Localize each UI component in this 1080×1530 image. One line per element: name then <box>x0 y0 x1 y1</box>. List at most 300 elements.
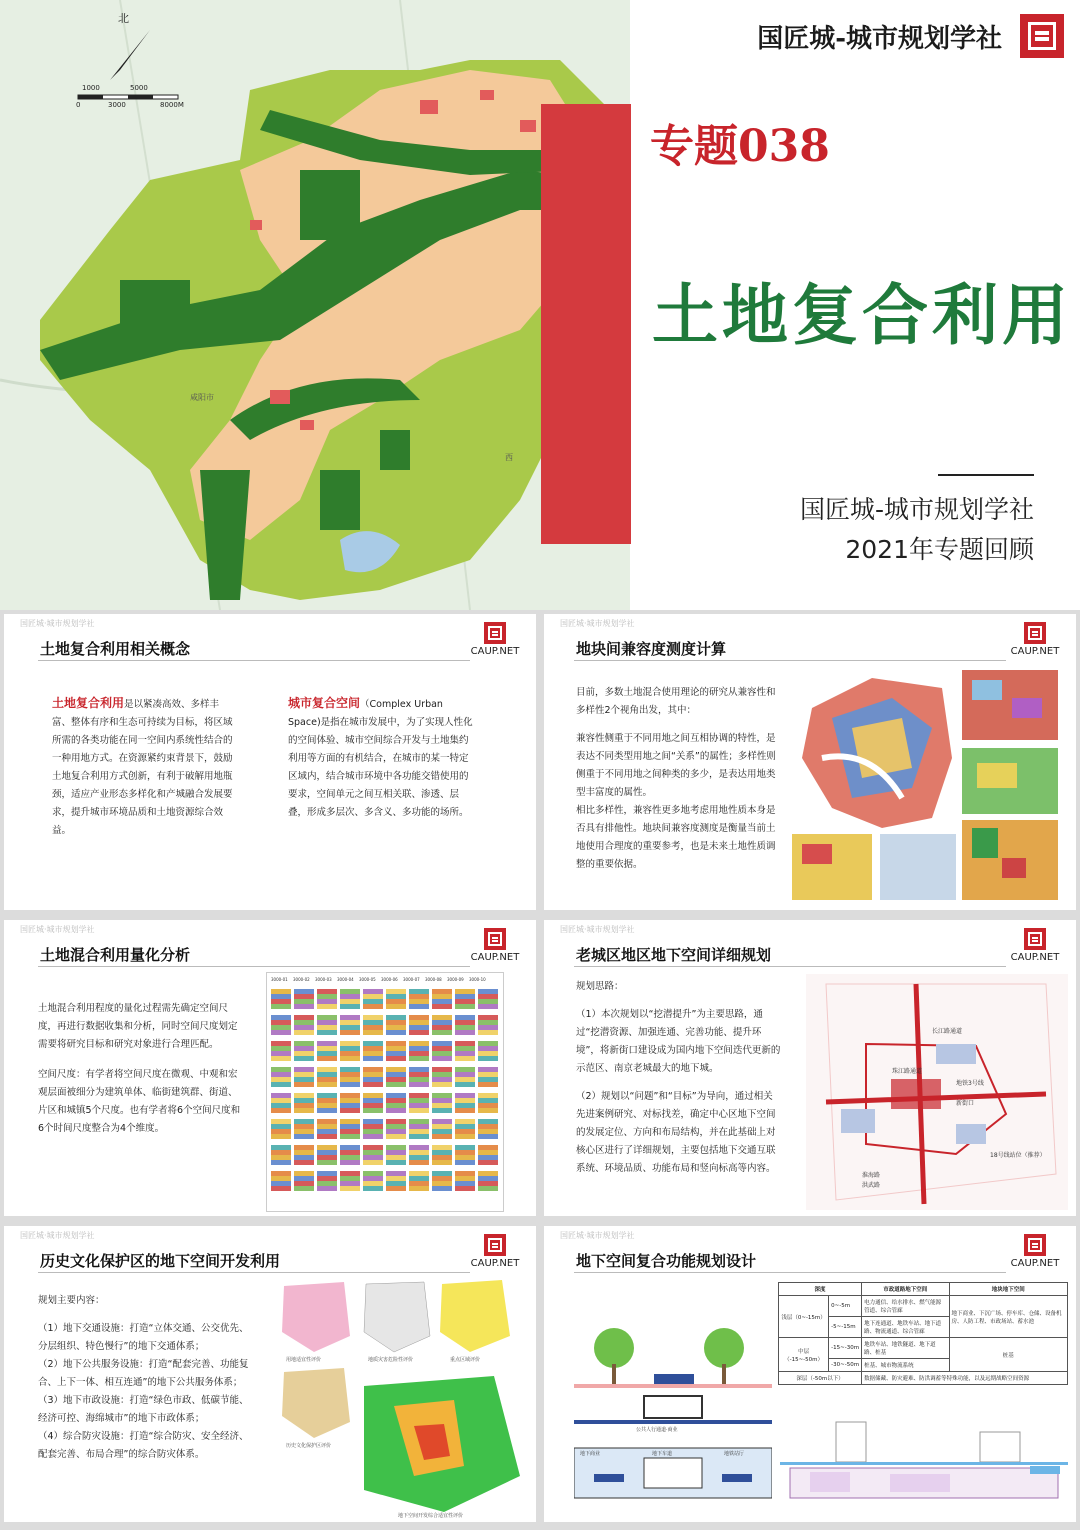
watermark: 国匠城·城市规划学社 <box>560 925 635 934</box>
map-label: 18号线站位（推荐） <box>990 1152 1046 1159</box>
grid-cell-band <box>340 1051 360 1056</box>
watermark: 国匠城·城市规划学社 <box>20 1231 95 1240</box>
caup-logo <box>1008 622 1062 657</box>
grid-cell-band <box>409 1072 429 1077</box>
cover-panel <box>0 0 1080 610</box>
grid-cell-band <box>409 999 429 1004</box>
grid-cell-band <box>386 1171 406 1176</box>
grid-cell-band <box>363 1176 383 1181</box>
scale-top-1: 1000 <box>82 84 100 92</box>
grid-cell-band <box>409 1025 429 1030</box>
grid-cell-band <box>340 1004 360 1009</box>
slide-heritage-underground <box>4 1226 536 1522</box>
grid-cell-band <box>271 1129 291 1134</box>
grid-cell-band <box>340 1082 360 1087</box>
grid-cell-band <box>478 999 498 1004</box>
grid-cell-band <box>363 1041 383 1046</box>
table-row <box>779 1338 1068 1359</box>
grid-cell-band <box>409 1051 429 1056</box>
grid-cell-band <box>363 1134 383 1139</box>
grid-cell-band <box>409 1015 429 1020</box>
grid-cell-band <box>340 1020 360 1025</box>
grid-cell-band <box>478 1025 498 1030</box>
grid-cell-band <box>294 1176 314 1181</box>
map-label: 珠江路通道 <box>892 1068 923 1075</box>
compatibility-maps-figure <box>792 668 1062 904</box>
grid-cell-band <box>317 1051 337 1056</box>
grid-cell-band <box>340 1119 360 1124</box>
grid-cell-band <box>271 1082 291 1087</box>
table-header: 深度 <box>779 1283 862 1296</box>
grid-cell-band <box>340 1077 360 1082</box>
grid-cell-band <box>409 1067 429 1072</box>
grid-cell-band <box>271 1171 291 1176</box>
grid-cell-band <box>340 1176 360 1181</box>
grid-cell-band <box>271 1046 291 1051</box>
slide-title: 土地混合利用量化分析 <box>40 946 191 964</box>
grid-cell-band <box>363 1119 383 1124</box>
building-section-drawing <box>780 1412 1068 1516</box>
paragraph: （2）规划以“问题”和“目标”为导向，通过相关先进案例研究、对标找差，确定中心区地下空间的发展定位、方向和布局结构，并在此基础上对核心区进行了详细规划，主要包括地下交通互联系统、环境品质、功能布局和竖向标高等内容。 <box>576 1091 776 1174</box>
heritage-evaluation-maps <box>274 1276 526 1520</box>
grid-cell-band <box>386 1067 406 1072</box>
grid-cell-band <box>386 1056 406 1061</box>
grid-cell-band <box>432 1181 452 1186</box>
cover-org: 国匠城-城市规划学社 <box>799 495 1034 524</box>
grid-cell-band <box>317 1015 337 1020</box>
caup-logo <box>468 928 522 963</box>
city-label: 咸阳市 <box>190 393 214 402</box>
grid-cell-band <box>294 1041 314 1046</box>
paragraph: 空间尺度：有学者将空间尺度在微观、中观和宏观层面被细分为建筑单体、临街建筑群、街道、片区和城镇5个尺度。也有学者将6个空间尺度和6个时间尺度整合为4个维度。 <box>38 1069 241 1134</box>
watermark: 国匠城·城市规划学社 <box>560 619 635 628</box>
grid-cell-band <box>317 989 337 994</box>
grid-cell-band <box>432 1056 452 1061</box>
grid-cell-band <box>478 1103 498 1108</box>
grid-cell-band <box>294 1004 314 1009</box>
caup-logo <box>1008 928 1062 963</box>
grid-cell-band <box>386 1108 406 1113</box>
grid-cell-band <box>432 1025 452 1030</box>
grid-cell-band <box>363 1098 383 1103</box>
grid-cell-band <box>386 1160 406 1165</box>
grid-cell-band <box>294 1015 314 1020</box>
title-rule <box>574 1272 1006 1273</box>
grid-cell-band <box>478 1067 498 1072</box>
grid-cell-band <box>294 1171 314 1176</box>
grid-cell-band <box>294 1129 314 1134</box>
table-cell: 深层（-50m以下） <box>779 1372 862 1385</box>
grid-cell-band <box>294 1108 314 1113</box>
grid-cell-band <box>294 1119 314 1124</box>
grid-cell-band <box>409 1077 429 1082</box>
caup-logo-icon <box>484 1234 506 1256</box>
map-caption: 地下空间开发综合适宜性评价 <box>398 1513 464 1519</box>
table-cell: 桩基 <box>949 1338 1068 1372</box>
grid-cell-band <box>363 1004 383 1009</box>
grid-cell-band <box>386 1093 406 1098</box>
grid-cell-band <box>294 1186 314 1191</box>
caup-logo-text: CAUP.NET <box>1010 952 1060 963</box>
table-cell: -15~-30m <box>829 1338 862 1359</box>
table-cell: 浅层（0~-15m） <box>779 1296 829 1338</box>
grid-cell-band <box>432 1160 452 1165</box>
grid-cell-band <box>455 1067 475 1072</box>
grid-cell-band <box>478 994 498 999</box>
grid-cell-band <box>432 1186 452 1191</box>
grid-label: 3000-02 <box>293 977 310 982</box>
grid-cell-band <box>363 1181 383 1186</box>
grid-cell-band <box>409 1108 429 1113</box>
grid-cell-band <box>271 1015 291 1020</box>
cover-brand: 国匠城-城市规划学社 <box>757 24 1002 54</box>
table-cell: 数据储藏、防灾避难、防洪调蓄等特殊功能，以及远期战略空间资源 <box>862 1372 1068 1385</box>
grid-cell-band <box>294 1030 314 1035</box>
grid-cell-band <box>317 1129 337 1134</box>
grid-cell-band <box>455 1108 475 1113</box>
grid-cell-band <box>340 1108 360 1113</box>
grid-cell-band <box>409 1181 429 1186</box>
section-label: 地下商业 <box>580 1451 601 1457</box>
table-row <box>779 1296 1068 1317</box>
grid-cell-band <box>432 1155 452 1160</box>
grid-cell-band <box>294 1145 314 1150</box>
grid-cell-band <box>432 1030 452 1035</box>
grid-cell-band <box>478 1181 498 1186</box>
grid-cell-band <box>363 1030 383 1035</box>
grid-cell-band <box>432 1119 452 1124</box>
grid-cell-band <box>317 1093 337 1098</box>
grid-cell-band <box>363 1171 383 1176</box>
grid-cell-band <box>271 1072 291 1077</box>
grid-cell-band <box>317 1098 337 1103</box>
grid-cell-band <box>294 1056 314 1061</box>
grid-cell-band <box>409 1150 429 1155</box>
caup-logo <box>468 622 522 657</box>
caup-logo-text: CAUP.NET <box>1010 646 1060 657</box>
grid-cell-band <box>432 989 452 994</box>
caup-logo-text: CAUP.NET <box>470 952 520 963</box>
grid-cell-band <box>271 1134 291 1139</box>
chart-grid-row <box>267 973 503 986</box>
grid-cell-band <box>478 1056 498 1061</box>
grid-cell-band <box>317 1119 337 1124</box>
slide-compatibility <box>544 614 1076 910</box>
grid-cell-band <box>386 1119 406 1124</box>
grid-cell-band <box>409 1160 429 1165</box>
grid-cell-band <box>432 1051 452 1056</box>
grid-cell-band <box>455 1015 475 1020</box>
paragraph: 兼容性侧重于不同用地之间互相协调的特性，是表达不同类型用地之间“关系”的属性；多样性则侧重于不同用地之间种类的多少，是表达用地类型丰富度的属性。 <box>576 733 776 798</box>
paragraph: 相比多样性，兼容性更多地考虑用地性质本身是否具有排他性。地块间兼容度测度是衡量当前土地使用合理度的重要参考，也是未来土地性质调整的重要依据。 <box>576 805 776 870</box>
table-cell: 电力通信、给水排水、燃气能源管道、综合管廊 <box>862 1296 949 1317</box>
cover-land-use-map <box>0 0 630 610</box>
heritage-maps-graphic <box>274 1276 526 1520</box>
grid-cell-band <box>271 1098 291 1103</box>
grid-cell-band <box>432 1134 452 1139</box>
grid-cell-band <box>409 1103 429 1108</box>
body-text <box>576 684 782 874</box>
grid-cell-band <box>317 1145 337 1150</box>
grid-cell-band <box>455 1155 475 1160</box>
table-cell: 地铁车站、地铁隧道、地下道路、桩基 <box>862 1338 949 1359</box>
grid-cell-band <box>363 989 383 994</box>
grid-cell-band <box>455 994 475 999</box>
slide-old-city-underground <box>544 920 1076 1216</box>
table-cell: 地下商业、下沉广场、停车库、仓储、设备机房、人防工程、市政场站、蓄水池 <box>949 1296 1068 1338</box>
grid-cell-band <box>386 994 406 999</box>
grid-cell-band <box>478 1145 498 1150</box>
grid-cell-band <box>455 1077 475 1082</box>
grid-cell-band <box>294 1150 314 1155</box>
grid-cell-band <box>363 1108 383 1113</box>
grid-cell-band <box>317 1186 337 1191</box>
grid-cell-band <box>271 1056 291 1061</box>
grid-cell-band <box>455 1124 475 1129</box>
grid-cell-band <box>317 1103 337 1108</box>
table-cell: -5~-15m <box>829 1317 862 1338</box>
grid-cell-band <box>294 1124 314 1129</box>
section-label: 公共人行通道·商业 <box>636 1427 678 1433</box>
grid-cell-band <box>317 994 337 999</box>
grid-cell-band <box>363 1082 383 1087</box>
grid-cell-band <box>432 1072 452 1077</box>
grid-label: 3000-10 <box>469 977 486 982</box>
grid-cell-band <box>340 1171 360 1176</box>
grid-cell-band <box>271 999 291 1004</box>
cover-year-review: 2021年专题回顾 <box>845 535 1034 564</box>
grid-cell-band <box>317 1056 337 1061</box>
grid-cell-band <box>340 1134 360 1139</box>
grid-cell-band <box>455 1171 475 1176</box>
map-label: 新街口 <box>956 1100 975 1107</box>
grid-cell-band <box>478 1020 498 1025</box>
grid-cell-band <box>294 1051 314 1056</box>
grid-cell-band <box>294 1082 314 1087</box>
grid-cell-band <box>340 1025 360 1030</box>
divider <box>938 474 1034 476</box>
mixed-use-chart-grid <box>266 972 504 1212</box>
grid-cell-band <box>340 1046 360 1051</box>
grid-cell-band <box>340 1160 360 1165</box>
topic-number: 专题038 <box>650 121 830 172</box>
underground-network-graphic <box>806 974 1068 1210</box>
grid-cell-band <box>340 1186 360 1191</box>
grid-cell-band <box>478 1093 498 1098</box>
scale-bottom-2: 3000 <box>108 101 126 109</box>
watermark: 国匠城·城市规划学社 <box>560 1231 635 1240</box>
grid-cell-band <box>363 1015 383 1020</box>
grid-cell-band <box>409 1176 429 1181</box>
grid-cell-band <box>294 1098 314 1103</box>
grid-cell-band <box>317 1155 337 1160</box>
grid-cell-band <box>478 1082 498 1087</box>
paragraph: （4）综合防灾设施：打造“综合防灾、安全经济、配套完善、布局合理”的综合防灾体系。 <box>38 1431 249 1460</box>
grid-cell-band <box>317 1004 337 1009</box>
grid-cell-band <box>317 1020 337 1025</box>
grid-cell-band <box>363 1160 383 1165</box>
grid-cell-band <box>294 1103 314 1108</box>
map-caption: 地质灾害危险性评价 <box>368 1357 414 1363</box>
grid-cell-band <box>294 999 314 1004</box>
grid-cell-band <box>455 1186 475 1191</box>
grid-cell-band <box>478 1046 498 1051</box>
grid-cell-band <box>294 1077 314 1082</box>
grid-cell-band <box>409 989 429 994</box>
grid-cell-band <box>386 1103 406 1108</box>
title-rule <box>38 966 470 967</box>
grid-cell-band <box>455 1176 475 1181</box>
grid-cell-band <box>271 1041 291 1046</box>
grid-cell-band <box>432 1129 452 1134</box>
grid-cell-band <box>271 1030 291 1035</box>
table-row <box>779 1372 1068 1385</box>
caup-logo-icon <box>484 928 506 950</box>
grid-cell-band <box>386 1051 406 1056</box>
grid-cell-band <box>455 999 475 1004</box>
grid-cell-band <box>271 1124 291 1129</box>
grid-cell-band <box>478 1129 498 1134</box>
grid-cell-band <box>294 1093 314 1098</box>
grid-cell-band <box>386 1145 406 1150</box>
grid-cell-band <box>478 1072 498 1077</box>
grid-cell-band <box>478 1150 498 1155</box>
grid-cell-band <box>455 1134 475 1139</box>
grid-cell-band <box>409 1171 429 1176</box>
grid-cell-band <box>340 1072 360 1077</box>
caup-logo-text: CAUP.NET <box>1010 1258 1060 1269</box>
grid-cell-band <box>432 1176 452 1181</box>
grid-cell-band <box>294 1134 314 1139</box>
depth-function-table <box>778 1282 1068 1385</box>
grid-cell-band <box>271 1108 291 1113</box>
grid-cell-band <box>294 1020 314 1025</box>
map-caption: 用地适宜性评价 <box>286 1357 322 1363</box>
grid-label: 3000-08 <box>425 977 442 982</box>
street-section-graphic <box>574 1288 772 1516</box>
paragraph: 规划主要内容： <box>38 1295 105 1306</box>
north-label: 北 <box>118 12 129 25</box>
body-text <box>576 978 782 1178</box>
caup-logo-icon <box>1024 1234 1046 1256</box>
table-cell: 0~-5m <box>829 1296 862 1317</box>
map-caption: 历史文化保护区评价 <box>286 1443 332 1449</box>
grid-cell-band <box>271 1077 291 1082</box>
grid-cell-band <box>432 1077 452 1082</box>
grid-cell-band <box>455 1150 475 1155</box>
grid-cell-band <box>478 1108 498 1113</box>
grid-cell-band <box>340 1129 360 1134</box>
grid-cell-band <box>455 1030 475 1035</box>
title-rule <box>38 660 470 661</box>
slide-title: 地下空间复合功能规划设计 <box>576 1252 757 1270</box>
mixed-use-grid-graphic <box>267 987 503 1209</box>
grid-cell-band <box>271 1020 291 1025</box>
map-label: 淮海路 <box>862 1172 881 1179</box>
grid-cell-band <box>432 994 452 999</box>
grid-cell-band <box>386 989 406 994</box>
grid-cell-band <box>363 1103 383 1108</box>
map-label: 洪武路 <box>862 1182 881 1189</box>
east-label: 西 <box>505 453 513 462</box>
grid-cell-band <box>317 1150 337 1155</box>
grid-label: 3000-03 <box>315 977 332 982</box>
grid-cell-band <box>386 1155 406 1160</box>
grid-cell-band <box>294 1160 314 1165</box>
title-rule <box>38 1272 470 1273</box>
grid-cell-band <box>317 1082 337 1087</box>
grid-cell-band <box>317 1160 337 1165</box>
grid-cell-band <box>363 1124 383 1129</box>
grid-cell-band <box>409 1041 429 1046</box>
grid-cell-band <box>409 1145 429 1150</box>
term-urban-complex-space: 城市复合空间 <box>288 696 361 710</box>
grid-cell-band <box>363 1056 383 1061</box>
grid-cell-band <box>363 1072 383 1077</box>
term-1-text: 是以紧凑高效、多样丰富、整体有序和生态可持续为目标，将区域所需的各类功能在同一空间内系统性结合的一种用地方式。在资源紧约束背景下，鼓励土地复合利用方式创新，有利于破解用地瓶颈，适应产业形态多样化和产城融合发展要求，提升城市环境品质和土地资源综合效益。 <box>52 699 233 836</box>
grid-cell-band <box>386 1176 406 1181</box>
grid-cell-band <box>386 1098 406 1103</box>
grid-cell-band <box>386 1186 406 1191</box>
grid-cell-band <box>386 1181 406 1186</box>
grid-cell-band <box>455 1041 475 1046</box>
compatibility-maps-graphic <box>792 668 1062 904</box>
brand-logo-icon <box>1020 14 1064 58</box>
grid-cell-band <box>271 1067 291 1072</box>
street-section-drawing <box>574 1288 772 1516</box>
grid-cell-band <box>271 994 291 999</box>
grid-cell-band <box>294 989 314 994</box>
title-rule <box>574 660 1006 661</box>
paragraph: 目前，多数土地混合使用理论的研究从兼容性和多样性2个视角出发，其中： <box>576 687 776 716</box>
scale-top-2: 5000 <box>130 84 148 92</box>
grid-cell-band <box>294 1155 314 1160</box>
grid-cell-band <box>386 1150 406 1155</box>
grid-cell-band <box>409 1030 429 1035</box>
grid-cell-band <box>432 1046 452 1051</box>
paragraph: 土地混合利用程度的量化过程需先确定空间尺度，再进行数据收集和分析，同时空间尺度划定需要将研究目标和研究对象进行合理匹配。 <box>38 1003 238 1050</box>
grid-cell-band <box>271 1155 291 1160</box>
grid-cell-band <box>409 1093 429 1098</box>
table-cell: 桩基、城市物流系统 <box>862 1359 949 1372</box>
grid-cell-band <box>478 1041 498 1046</box>
grid-cell-band <box>271 989 291 994</box>
grid-cell-band <box>340 1067 360 1072</box>
grid-cell-band <box>271 1103 291 1108</box>
grid-cell-band <box>386 1004 406 1009</box>
scale-bottom-1: 0 <box>76 101 81 109</box>
grid-cell-band <box>478 1171 498 1176</box>
grid-cell-band <box>455 1051 475 1056</box>
grid-cell-band <box>432 1004 452 1009</box>
building-section-graphic <box>780 1412 1068 1516</box>
watermark: 国匠城·城市规划学社 <box>20 925 95 934</box>
grid-cell-band <box>409 1124 429 1129</box>
caup-logo-text: CAUP.NET <box>470 1258 520 1269</box>
grid-cell-band <box>409 1186 429 1191</box>
grid-cell-band <box>386 1015 406 1020</box>
grid-cell-band <box>340 1098 360 1103</box>
slide-underground-complex-function <box>544 1226 1076 1522</box>
table-cell: 中层（-15~-50m） <box>779 1338 829 1372</box>
grid-cell-band <box>478 1051 498 1056</box>
grid-cell-band <box>271 1150 291 1155</box>
grid-cell-band <box>363 1025 383 1030</box>
grid-cell-band <box>455 1103 475 1108</box>
grid-cell-band <box>317 1181 337 1186</box>
grid-cell-band <box>340 1145 360 1150</box>
grid-cell-band <box>432 1015 452 1020</box>
